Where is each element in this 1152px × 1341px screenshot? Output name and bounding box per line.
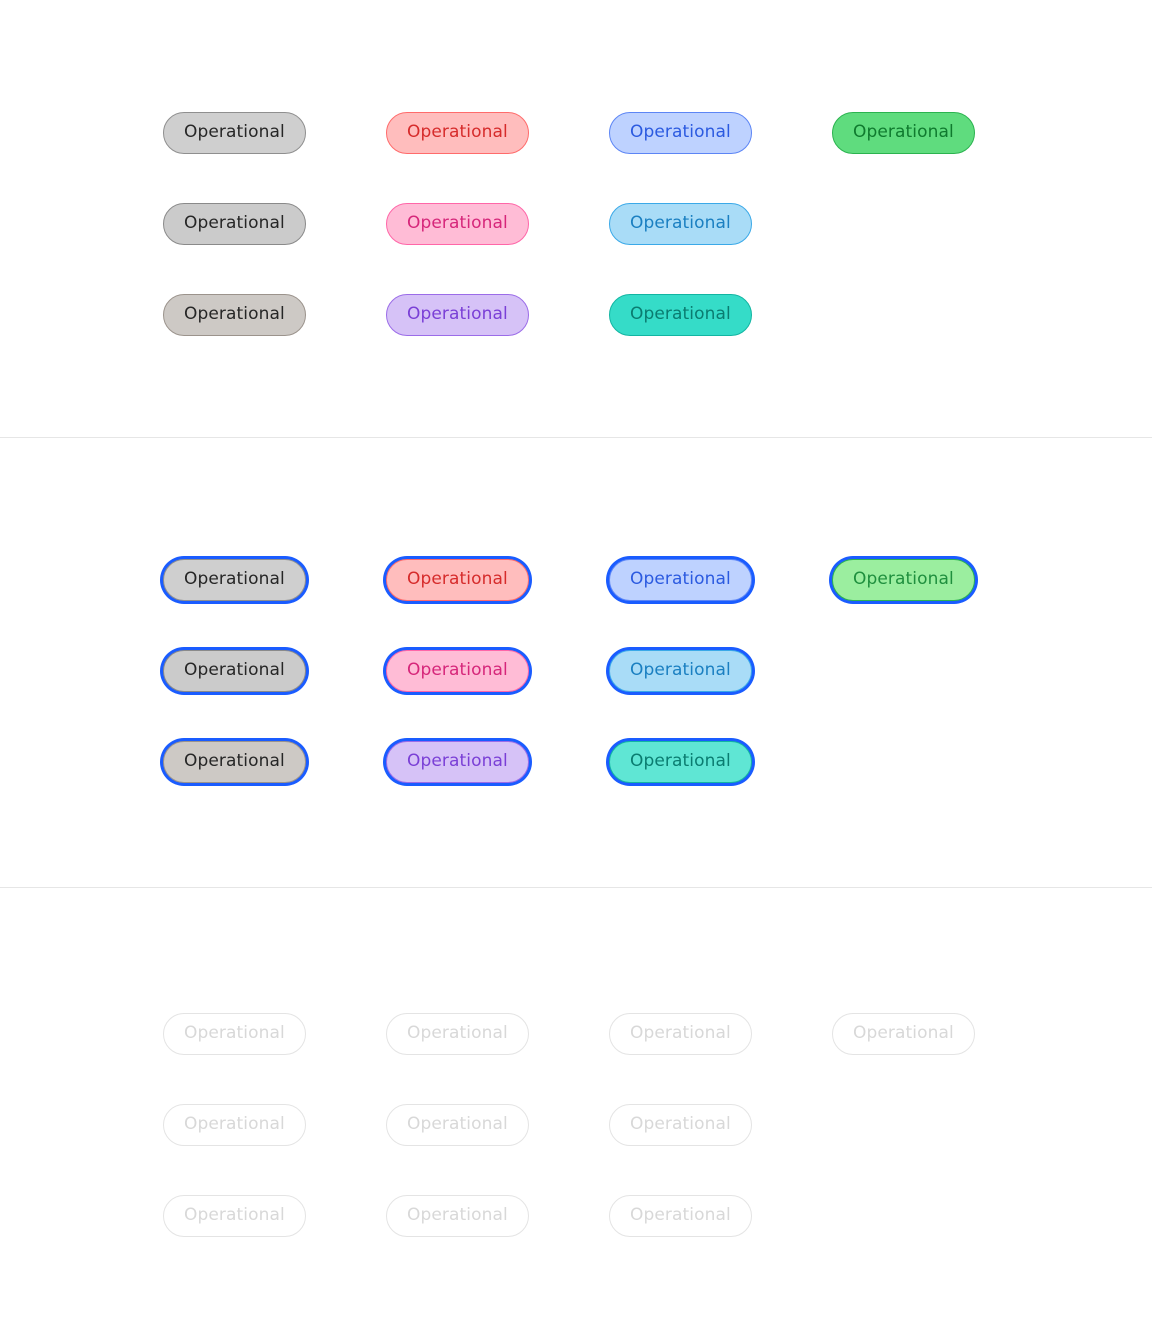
pill-pink-focus[interactable]: Operational bbox=[386, 650, 529, 692]
pill-pink-disabled[interactable]: Operational bbox=[386, 1104, 529, 1146]
pill-cell bbox=[386, 112, 609, 154]
pill-blue-focus[interactable]: Operational bbox=[609, 559, 752, 601]
pill-cell bbox=[609, 741, 832, 783]
pill-cell bbox=[386, 650, 609, 692]
pill-cell bbox=[163, 741, 386, 783]
pill-red-focus[interactable]: Operational bbox=[386, 559, 529, 601]
pill-gray-2-default[interactable]: Operational bbox=[163, 203, 306, 245]
pill-cell bbox=[609, 1104, 832, 1146]
pill-row bbox=[163, 988, 1063, 1079]
pill-red-disabled[interactable]: Operational bbox=[386, 1013, 529, 1055]
pill-cell bbox=[609, 650, 832, 692]
pill-section-default bbox=[0, 0, 1152, 437]
pill-cell bbox=[163, 294, 386, 336]
pill-gray-default[interactable]: Operational bbox=[163, 112, 306, 154]
pill-pink-default[interactable]: Operational bbox=[386, 203, 529, 245]
pill-section-focus bbox=[0, 437, 1152, 887]
pill-cell bbox=[832, 112, 1055, 154]
pill-cell bbox=[386, 1013, 609, 1055]
pill-warmgray-disabled[interactable]: Operational bbox=[163, 1195, 306, 1237]
pill-cell bbox=[832, 1013, 1055, 1055]
pill-cell bbox=[386, 1195, 609, 1237]
pill-section-disabled bbox=[0, 887, 1152, 1341]
pill-cell bbox=[609, 1195, 832, 1237]
pill-skyblue-focus[interactable]: Operational bbox=[609, 650, 752, 692]
pill-teal-disabled[interactable]: Operational bbox=[609, 1195, 752, 1237]
pill-blue-disabled[interactable]: Operational bbox=[609, 1013, 752, 1055]
pill-cell bbox=[609, 559, 832, 601]
pill-row bbox=[163, 716, 1063, 807]
pill-cell bbox=[386, 294, 609, 336]
pill-grid bbox=[163, 988, 1063, 1261]
pill-gray-2-disabled[interactable]: Operational bbox=[163, 1104, 306, 1146]
pill-blue-default[interactable]: Operational bbox=[609, 112, 752, 154]
pill-row bbox=[163, 1170, 1063, 1261]
pill-cell bbox=[163, 1013, 386, 1055]
pill-row bbox=[163, 178, 1063, 269]
pill-skyblue-disabled[interactable]: Operational bbox=[609, 1104, 752, 1146]
pill-grid bbox=[163, 534, 1063, 807]
pill-cell bbox=[832, 559, 1055, 601]
pill-cell bbox=[163, 559, 386, 601]
pill-cell bbox=[163, 203, 386, 245]
pill-row bbox=[163, 534, 1063, 625]
pill-cell bbox=[609, 294, 832, 336]
pill-warmgray-default[interactable]: Operational bbox=[163, 294, 306, 336]
pill-cell bbox=[386, 741, 609, 783]
pill-warmgray-focus[interactable]: Operational bbox=[163, 741, 306, 783]
pill-grid bbox=[163, 87, 1063, 360]
pill-cell bbox=[386, 559, 609, 601]
pill-red-default[interactable]: Operational bbox=[386, 112, 529, 154]
pill-teal-default[interactable]: Operational bbox=[609, 294, 752, 336]
pill-cell bbox=[163, 1195, 386, 1237]
pill-gray-disabled[interactable]: Operational bbox=[163, 1013, 306, 1055]
pill-green-disabled[interactable]: Operational bbox=[832, 1013, 975, 1055]
pill-purple-disabled[interactable]: Operational bbox=[386, 1195, 529, 1237]
pill-cell bbox=[609, 1013, 832, 1055]
pill-cell bbox=[163, 650, 386, 692]
pill-cell bbox=[163, 112, 386, 154]
pill-row bbox=[163, 269, 1063, 360]
pill-skyblue-default[interactable]: Operational bbox=[609, 203, 752, 245]
pill-cell bbox=[386, 1104, 609, 1146]
pill-green-focus[interactable]: Operational bbox=[832, 559, 975, 601]
pill-teal-focus[interactable]: Operational bbox=[609, 741, 752, 783]
pill-row bbox=[163, 625, 1063, 716]
pill-cell bbox=[386, 203, 609, 245]
pill-row bbox=[163, 1079, 1063, 1170]
pill-gray-2-focus[interactable]: Operational bbox=[163, 650, 306, 692]
pill-green-default[interactable]: Operational bbox=[832, 112, 975, 154]
pill-purple-focus[interactable]: Operational bbox=[386, 741, 529, 783]
pill-cell bbox=[609, 203, 832, 245]
pill-purple-default[interactable]: Operational bbox=[386, 294, 529, 336]
pill-row bbox=[163, 87, 1063, 178]
pill-cell bbox=[163, 1104, 386, 1146]
pill-gray-focus[interactable]: Operational bbox=[163, 559, 306, 601]
pill-cell bbox=[609, 112, 832, 154]
